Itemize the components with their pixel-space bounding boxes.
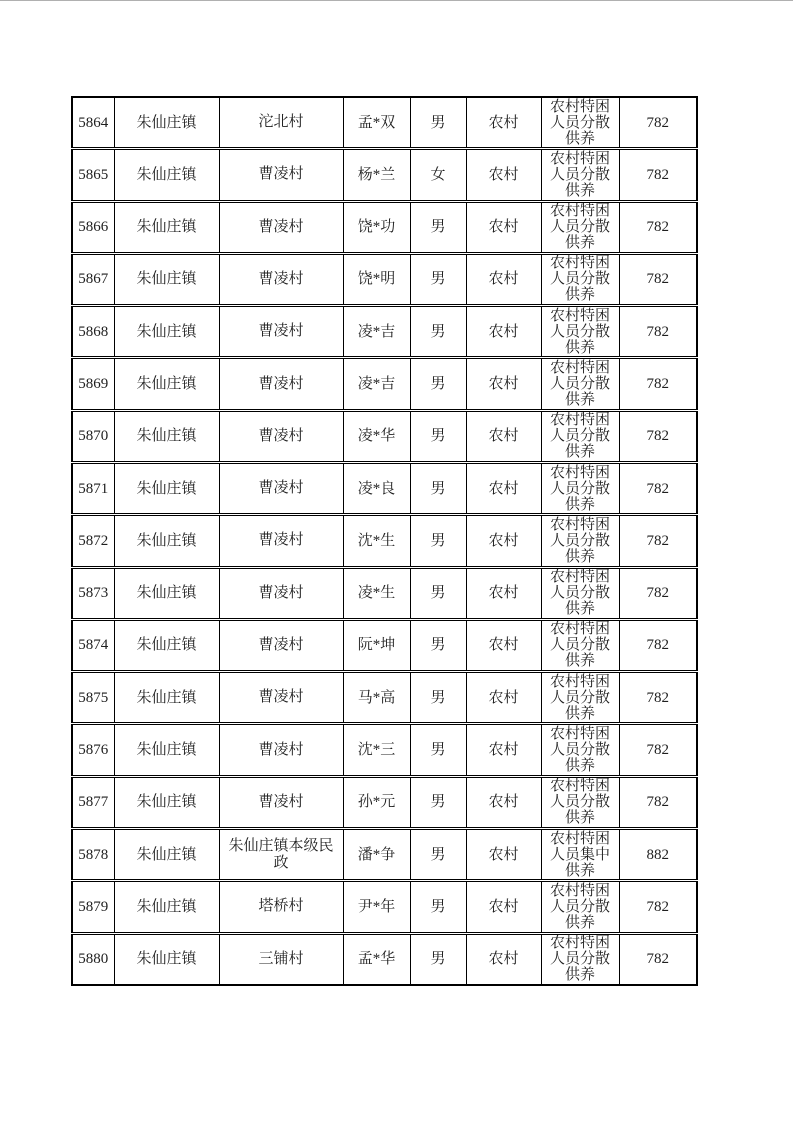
cell-gender (410, 253, 466, 305)
cell-village (219, 462, 343, 514)
cell-text: 凌*华 (357, 428, 396, 445)
cell-text: 沱北村 (258, 114, 304, 131)
cell-residence-type (466, 567, 541, 619)
cell-text: 曹凌村 (258, 270, 304, 287)
cell-text: 农村 (488, 637, 519, 654)
cell-village (219, 619, 343, 671)
cell-text: 男 (430, 428, 446, 445)
cell-residence-type (466, 672, 541, 724)
cell-village (219, 672, 343, 724)
cell-text: 5866 (78, 219, 109, 236)
cell-text: 农村 (488, 219, 519, 236)
cell-text: 朱仙庄镇 (136, 898, 197, 915)
cell-amount (619, 933, 697, 985)
cell-amount (619, 724, 697, 776)
cell-name (343, 828, 410, 880)
cell-gender (410, 672, 466, 724)
cell-text: 782 (646, 689, 669, 706)
cell-text: 5865 (78, 166, 109, 183)
table-row (72, 724, 697, 776)
cell-text: 马*高 (357, 689, 396, 706)
cell-residence-type (466, 619, 541, 671)
cell-text: 5877 (78, 794, 109, 811)
cell-text: 男 (430, 219, 446, 236)
cell-village (219, 515, 343, 567)
cell-residence-type (466, 724, 541, 776)
cell-serial-number (72, 672, 114, 724)
cell-text: 男 (430, 846, 446, 863)
cell-residence-type (466, 933, 541, 985)
cell-text: 男 (430, 898, 446, 915)
cell-serial-number (72, 881, 114, 933)
cell-village (219, 306, 343, 358)
cell-residence-type (466, 97, 541, 149)
table-row (72, 97, 697, 149)
cell-assistance-category (541, 358, 619, 410)
cell-assistance-category (541, 567, 619, 619)
cell-text: 782 (646, 376, 669, 393)
records-table (71, 96, 698, 986)
cell-residence-type (466, 881, 541, 933)
cell-assistance-category (541, 515, 619, 567)
cell-residence-type (466, 776, 541, 828)
cell-text: 5874 (78, 637, 109, 654)
cell-residence-type (466, 306, 541, 358)
cell-text: 农村特困人员分散供养 (549, 673, 610, 722)
record-table-body (72, 97, 697, 985)
cell-village (219, 97, 343, 149)
cell-serial-number (72, 201, 114, 253)
cell-residence-type (466, 462, 541, 514)
cell-village (219, 828, 343, 880)
cell-village (219, 933, 343, 985)
cell-assistance-category (541, 828, 619, 880)
cell-town (114, 567, 219, 619)
cell-name (343, 410, 410, 462)
cell-amount (619, 358, 697, 410)
cell-residence-type (466, 253, 541, 305)
cell-text: 农村 (488, 166, 519, 183)
cell-name (343, 881, 410, 933)
table-row (72, 567, 697, 619)
cell-text: 782 (646, 114, 669, 131)
cell-amount (619, 201, 697, 253)
cell-text: 朱仙庄镇 (136, 794, 197, 811)
cell-name (343, 724, 410, 776)
cell-amount (619, 567, 697, 619)
cell-gender (410, 149, 466, 201)
cell-text: 882 (646, 846, 669, 863)
cell-text: 曹凌村 (258, 584, 304, 601)
cell-gender (410, 515, 466, 567)
cell-text: 782 (646, 951, 669, 968)
cell-assistance-category (541, 253, 619, 305)
cell-text: 农村特困人员分散供养 (549, 516, 610, 565)
cell-text: 农村特困人员分散供养 (549, 412, 610, 461)
cell-amount (619, 515, 697, 567)
cell-text: 朱仙庄镇 (136, 271, 197, 288)
cell-text: 782 (646, 898, 669, 915)
cell-town (114, 201, 219, 253)
cell-text: 农村特困人员分散供养 (549, 464, 610, 513)
cell-town (114, 933, 219, 985)
cell-text: 农村特困人员分散供养 (549, 569, 610, 618)
cell-text: 5872 (78, 532, 109, 549)
cell-text: 凌*吉 (357, 376, 396, 393)
cell-text: 凌*良 (357, 480, 396, 497)
cell-serial-number (72, 253, 114, 305)
cell-text: 凌*生 (357, 585, 396, 602)
cell-village (219, 201, 343, 253)
cell-text: 男 (430, 689, 446, 706)
cell-text: 782 (646, 219, 669, 236)
cell-text: 5867 (78, 271, 109, 288)
cell-residence-type (466, 201, 541, 253)
cell-text: 男 (430, 323, 446, 340)
cell-village (219, 253, 343, 305)
cell-serial-number (72, 358, 114, 410)
cell-text: 朱仙庄镇 (136, 846, 197, 863)
cell-name (343, 619, 410, 671)
cell-text: 5879 (78, 898, 109, 915)
cell-serial-number (72, 306, 114, 358)
cell-text: 782 (646, 323, 669, 340)
cell-text: 曹凌村 (258, 636, 304, 653)
cell-serial-number (72, 462, 114, 514)
cell-amount (619, 776, 697, 828)
cell-text: 朱仙庄镇 (136, 323, 197, 340)
cell-text: 朱仙庄镇 (136, 585, 197, 602)
cell-gender (410, 933, 466, 985)
cell-text: 农村特困人员分散供养 (549, 726, 610, 775)
cell-town (114, 149, 219, 201)
cell-gender (410, 776, 466, 828)
cell-text: 农村特困人员分散供养 (549, 203, 610, 252)
cell-name (343, 776, 410, 828)
cell-text: 5868 (78, 323, 109, 340)
cell-text: 农村 (488, 898, 519, 915)
cell-amount (619, 97, 697, 149)
cell-text: 尹*年 (357, 898, 396, 915)
cell-town (114, 828, 219, 880)
cell-name (343, 149, 410, 201)
cell-text: 农村 (488, 376, 519, 393)
cell-text: 女 (430, 166, 446, 183)
cell-text: 朱仙庄镇 (136, 376, 197, 393)
cell-text: 5869 (78, 376, 109, 393)
cell-text: 农村特困人员分散供养 (549, 621, 610, 670)
cell-text: 782 (646, 532, 669, 549)
cell-text: 5873 (78, 585, 109, 602)
cell-text: 农村特困人员分散供养 (549, 150, 610, 199)
cell-text: 男 (430, 585, 446, 602)
table-row (72, 253, 697, 305)
cell-text: 曹凌村 (258, 793, 304, 810)
cell-gender (410, 410, 466, 462)
cell-text: 农村 (488, 689, 519, 706)
cell-assistance-category (541, 776, 619, 828)
cell-text: 朱仙庄镇 (136, 951, 197, 968)
cell-text: 农村 (488, 742, 519, 759)
cell-assistance-category (541, 881, 619, 933)
cell-text: 782 (646, 585, 669, 602)
cell-text: 朱仙庄镇本级民政 (228, 837, 334, 871)
cell-amount (619, 672, 697, 724)
cell-text: 杨*兰 (357, 166, 396, 183)
cell-text: 农村特困人员分散供养 (549, 882, 610, 931)
table-row (72, 358, 697, 410)
cell-amount (619, 828, 697, 880)
cell-name (343, 515, 410, 567)
cell-assistance-category (541, 672, 619, 724)
cell-town (114, 881, 219, 933)
table-row (72, 462, 697, 514)
cell-text: 曹凌村 (258, 218, 304, 235)
cell-text: 782 (646, 271, 669, 288)
cell-text: 曹凌村 (258, 480, 304, 497)
cell-text: 男 (430, 637, 446, 654)
cell-assistance-category (541, 724, 619, 776)
cell-amount (619, 619, 697, 671)
cell-assistance-category (541, 201, 619, 253)
cell-text: 沈*三 (357, 742, 396, 759)
cell-residence-type (466, 828, 541, 880)
cell-serial-number (72, 619, 114, 671)
table-row (72, 672, 697, 724)
cell-text: 782 (646, 794, 669, 811)
cell-text: 5875 (78, 689, 109, 706)
cell-name (343, 462, 410, 514)
cell-gender (410, 828, 466, 880)
table-row (72, 619, 697, 671)
cell-text: 曹凌村 (258, 166, 304, 183)
cell-text: 孟*双 (357, 114, 396, 131)
cell-text: 农村特困人员分散供养 (549, 255, 610, 304)
cell-text: 男 (430, 794, 446, 811)
cell-serial-number (72, 724, 114, 776)
cell-text: 朱仙庄镇 (136, 166, 197, 183)
cell-text: 朱仙庄镇 (136, 428, 197, 445)
cell-text: 782 (646, 637, 669, 654)
cell-assistance-category (541, 462, 619, 514)
cell-gender (410, 462, 466, 514)
cell-residence-type (466, 358, 541, 410)
cell-text: 沈*生 (357, 532, 396, 549)
cell-text: 农村特困人员分散供养 (549, 778, 610, 827)
cell-text: 朱仙庄镇 (136, 637, 197, 654)
cell-text: 男 (430, 532, 446, 549)
page-top-edge-line (0, 0, 793, 1)
cell-text: 曹凌村 (258, 689, 304, 706)
cell-amount (619, 462, 697, 514)
cell-name (343, 253, 410, 305)
cell-text: 曹凌村 (258, 323, 304, 340)
cell-assistance-category (541, 149, 619, 201)
cell-text: 曹凌村 (258, 741, 304, 758)
cell-text: 男 (430, 376, 446, 393)
cell-gender (410, 97, 466, 149)
cell-text: 782 (646, 428, 669, 445)
cell-residence-type (466, 515, 541, 567)
cell-text: 农村 (488, 428, 519, 445)
cell-text: 潘*争 (357, 846, 396, 863)
cell-text: 农村特困人员集中供养 (549, 830, 610, 879)
cell-text: 5871 (78, 480, 109, 497)
cell-name (343, 358, 410, 410)
cell-assistance-category (541, 933, 619, 985)
cell-text: 农村特困人员分散供养 (549, 360, 610, 409)
cell-gender (410, 306, 466, 358)
table-row (72, 933, 697, 985)
cell-village (219, 881, 343, 933)
cell-town (114, 306, 219, 358)
cell-text: 男 (430, 951, 446, 968)
cell-village (219, 149, 343, 201)
cell-serial-number (72, 149, 114, 201)
cell-text: 朱仙庄镇 (136, 689, 197, 706)
cell-text: 5870 (78, 428, 109, 445)
cell-amount (619, 881, 697, 933)
cell-serial-number (72, 515, 114, 567)
cell-gender (410, 619, 466, 671)
cell-text: 农村 (488, 480, 519, 497)
cell-town (114, 97, 219, 149)
cell-serial-number (72, 410, 114, 462)
cell-text: 阮*坤 (357, 637, 396, 654)
cell-town (114, 253, 219, 305)
cell-residence-type (466, 410, 541, 462)
cell-text: 5876 (78, 742, 109, 759)
cell-name (343, 672, 410, 724)
cell-village (219, 724, 343, 776)
table-row (72, 828, 697, 880)
cell-text: 农村特困人员分散供养 (549, 98, 610, 147)
cell-text: 农村 (488, 951, 519, 968)
table-row (72, 515, 697, 567)
cell-text: 朱仙庄镇 (136, 480, 197, 497)
cell-text: 5878 (78, 846, 109, 863)
cell-assistance-category (541, 619, 619, 671)
cell-text: 饶*功 (357, 219, 396, 236)
cell-text: 男 (430, 271, 446, 288)
cell-text: 782 (646, 480, 669, 497)
table-row (72, 881, 697, 933)
cell-text: 曹凌村 (258, 427, 304, 444)
table-row (72, 410, 697, 462)
table-row (72, 149, 697, 201)
cell-text: 农村 (488, 532, 519, 549)
cell-text: 男 (430, 742, 446, 759)
cell-text: 农村 (488, 846, 519, 863)
cell-serial-number (72, 933, 114, 985)
cell-text: 朱仙庄镇 (136, 532, 197, 549)
cell-gender (410, 881, 466, 933)
cell-text: 农村特困人员分散供养 (549, 935, 610, 984)
cell-village (219, 567, 343, 619)
cell-gender (410, 724, 466, 776)
cell-town (114, 619, 219, 671)
cell-text: 农村 (488, 271, 519, 288)
cell-text: 孟*华 (357, 951, 396, 968)
cell-name (343, 567, 410, 619)
cell-town (114, 776, 219, 828)
cell-text: 三铺村 (258, 950, 304, 967)
cell-text: 农村 (488, 114, 519, 131)
cell-text: 男 (430, 480, 446, 497)
cell-serial-number (72, 567, 114, 619)
cell-text: 5880 (78, 951, 109, 968)
cell-text: 农村 (488, 585, 519, 602)
cell-town (114, 515, 219, 567)
cell-text: 男 (430, 114, 446, 131)
cell-town (114, 672, 219, 724)
cell-text: 782 (646, 166, 669, 183)
cell-gender (410, 201, 466, 253)
cell-gender (410, 567, 466, 619)
cell-town (114, 724, 219, 776)
cell-name (343, 306, 410, 358)
cell-text: 凌*吉 (357, 323, 396, 340)
cell-gender (410, 358, 466, 410)
cell-text: 农村 (488, 794, 519, 811)
cell-text: 农村特困人员分散供养 (549, 307, 610, 356)
cell-text: 农村 (488, 323, 519, 340)
cell-village (219, 410, 343, 462)
cell-amount (619, 253, 697, 305)
cell-text: 孙*元 (357, 794, 396, 811)
cell-town (114, 462, 219, 514)
table-row (72, 201, 697, 253)
cell-amount (619, 306, 697, 358)
table-row (72, 776, 697, 828)
table-row (72, 306, 697, 358)
cell-text: 朱仙庄镇 (136, 219, 197, 236)
cell-text: 782 (646, 742, 669, 759)
cell-village (219, 358, 343, 410)
cell-amount (619, 149, 697, 201)
cell-town (114, 358, 219, 410)
cell-text: 饶*明 (357, 271, 396, 288)
cell-serial-number (72, 828, 114, 880)
cell-name (343, 97, 410, 149)
cell-name (343, 933, 410, 985)
cell-text: 曹凌村 (258, 375, 304, 392)
cell-town (114, 410, 219, 462)
cell-assistance-category (541, 306, 619, 358)
cell-serial-number (72, 776, 114, 828)
cell-text: 朱仙庄镇 (136, 742, 197, 759)
cell-serial-number (72, 97, 114, 149)
cell-amount (619, 410, 697, 462)
cell-text: 5864 (78, 114, 109, 131)
cell-village (219, 776, 343, 828)
cell-residence-type (466, 149, 541, 201)
cell-text: 曹凌村 (258, 532, 304, 549)
cell-name (343, 201, 410, 253)
cell-assistance-category (541, 97, 619, 149)
cell-assistance-category (541, 410, 619, 462)
cell-text: 塔桥村 (258, 898, 304, 915)
cell-text: 朱仙庄镇 (136, 114, 197, 131)
